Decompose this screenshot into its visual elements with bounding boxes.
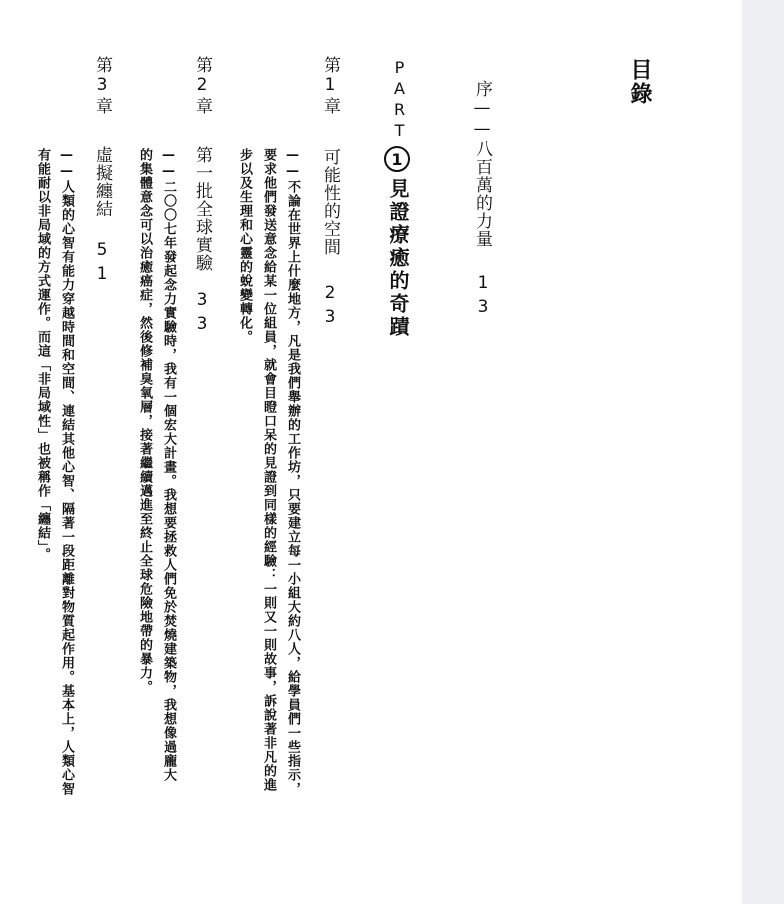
part-label: PART [390,58,409,142]
chapter-2-page-number: 33 [192,290,212,338]
chapter-3-number: 第3章 [92,56,112,116]
chapter-1-summary-line: ——不論在世界上什麼地方，凡是我們舉辦的工作坊，只要建立每一小組大約八人，給學員們一些指示， [285,148,300,796]
chapter-1-page-number: 23 [320,283,340,331]
chapter-3-summary-line: ——人類的心智有能力穿越時間和空間、連結其他心智、隔著一段距離對物質起作用。基本上，人類心智 [59,148,74,796]
part-title: 見證療癒的奇蹟 [386,178,410,339]
chapter-2-summary-line: 的集體意念可以治癒癌症，然後修補臭氧層，接著繼續邁進至終止全球危險地帶的暴力。 [137,148,152,694]
chapter-1-title: 可能性的空間 [320,148,340,256]
chapter-3-page-number: 51 [92,240,112,288]
chapter-3-title: 虛擬纏結 [92,146,112,218]
chapter-1-summary-line: 步以及生理和心靈的蛻變轉化。 [237,148,252,344]
toc-heading: 目錄 [627,58,652,106]
preface-title: 序——八百萬的力量 [472,80,492,248]
chapter-1-summary-line: 要求他們發送意念給某一位組員，就會目瞪口呆的見證到同樣的經驗：一則又一則故事，訴說著非凡的進 [261,148,276,792]
part-number-badge: 1 [384,146,410,172]
viewer-margin [742,0,784,904]
preface-page-number: 13 [473,273,493,321]
chapter-1-number: 第1章 [320,56,340,116]
chapter-2-summary-line: ——二〇〇七年發起念力實驗時，我有一個宏大計畫。我想要拯救人們免於焚燒建築物，我想像過龐大 [161,148,176,782]
chapter-3-summary-line: 有能耐以非局域的方式運作。而這「非局域性」也被稱作「纏結」。 [35,148,50,562]
chapter-2-number: 第2章 [192,56,212,116]
chapter-2-title: 第一批全球實驗 [192,146,212,272]
